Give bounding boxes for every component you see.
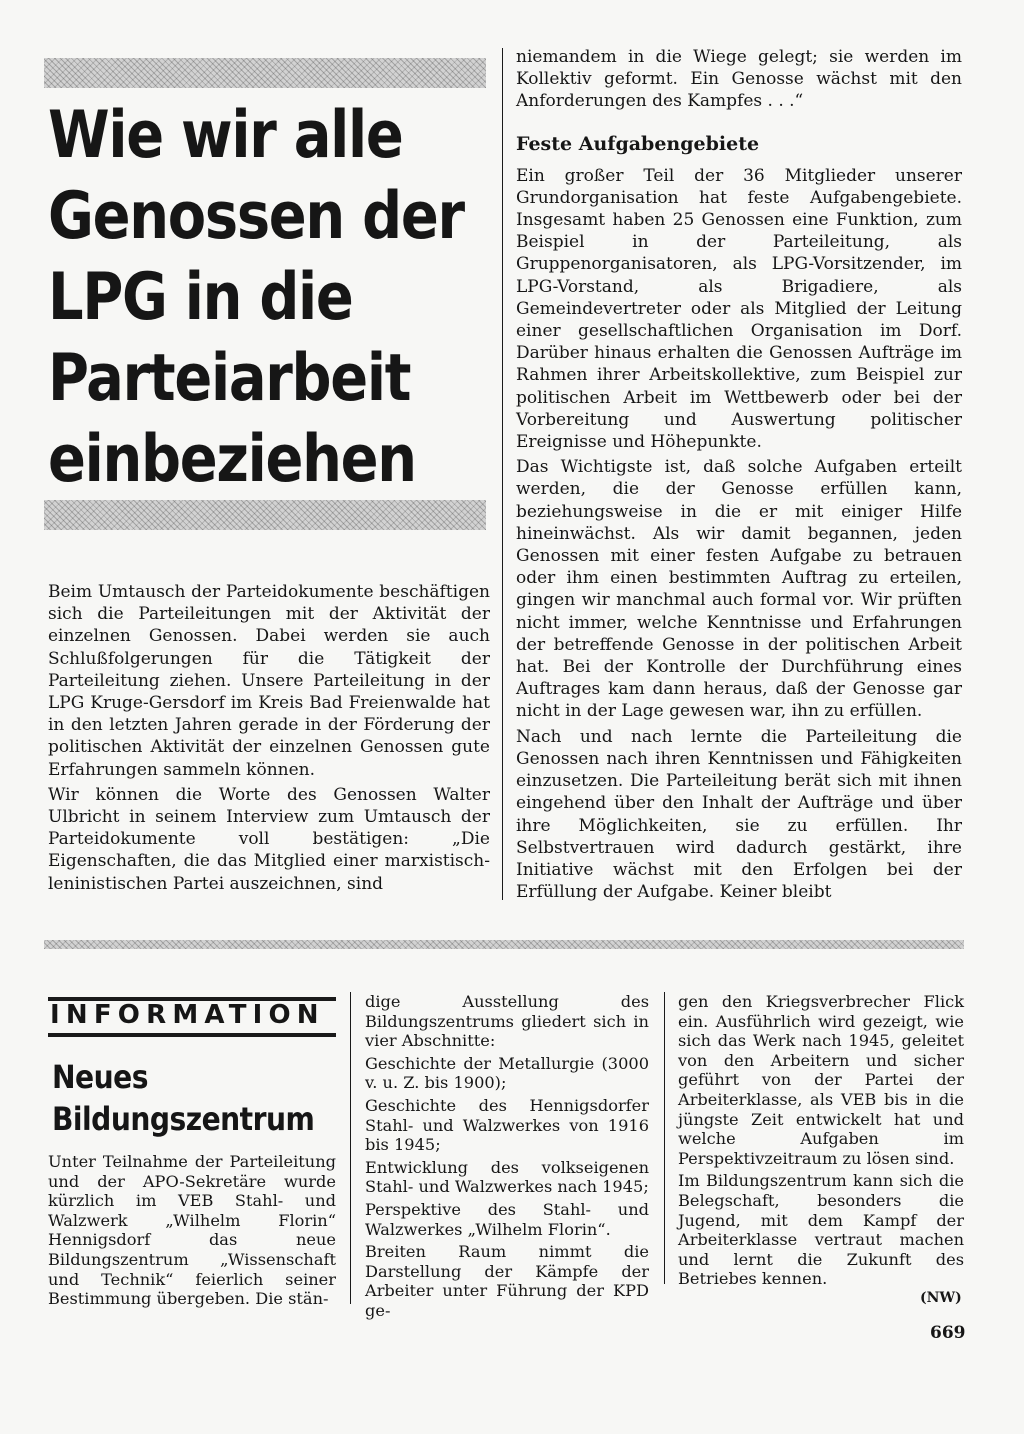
source-credit: (NW): [920, 1290, 962, 1306]
info-title: [52, 1056, 352, 1140]
article-paragraph: niemandem in die Wiege gelegt; sie werden im Kollektiv geformt. Ein Genosse wächst mit den Anforderungen des Kampfes . . .“: [516, 47, 962, 112]
headline-line-3: LPG in die: [48, 260, 353, 335]
headline-line-5: einbeziehen: [48, 422, 416, 497]
info-column-1: [48, 1152, 336, 1312]
headline-line-2: Genossen der: [48, 179, 464, 254]
section-separator: [44, 940, 964, 949]
article-paragraph: Wir können die Worte des Genossen Walter Ulbricht in seinem Interview zum Umtausch der Parteidokumente voll bestätigen: „Die Eigenschaften, die das Mitglied einer marxistisch-leninistischen Partei auszeichnen, sind: [48, 784, 490, 894]
article-paragraph: Beim Umtausch der Parteidokumente beschäftigen sich die Parteileitungen mit der Aktivität der einzelnen Genossen. Dabei werden sie auch Schlußfolgerungen für die Tätigkeit der Parteileitung ziehen. Unsere Parteileitung in der LPG Kruge-Gersdorf im Kreis Bad Freienwalde hat in den letzten Jahren gerade in der Förderung der politischen Aktivität der einzelnen Genossen gute Erfahrungen sammeln können.: [48, 582, 490, 780]
info-paragraph: Unter Teilnahme der Parteileitung und der APO-Sekretäre wurde kürzlich im VEB Stahl- und Walzwerk „Wilhelm Florin“ Hennigsdorf das neue Bildungszentrum „Wissenschaft und Technik“ feierlich seiner Bestimmung übergeben. Die stän-: [48, 1152, 336, 1309]
info-paragraph: Geschichte der Metallurgie (3000 v. u. Z. bis 1900);: [365, 1053, 649, 1093]
column-divider: [502, 48, 503, 900]
info-column-2: [365, 992, 649, 1324]
headline-line-4: Parteiarbeit: [48, 341, 411, 416]
info-title-line-2: Bildungszentrum: [52, 1100, 315, 1138]
info-paragraph: gen den Kriegsverbrecher Flick ein. Ausführlich wird gezeigt, wie sich das Werk nach 1945, geleitet von den Arbeitern und sicher geführt von der Partei der Arbeiterklasse, als VEB bis in die jüngste Zeit entwickelt hat und welche Aufgaben im Perspektivzeitraum zu lösen sind.: [678, 992, 964, 1168]
info-paragraph: Geschichte des Hennigsdorfer Stahl- und Walzwerkes von 1916 bis 1945;: [365, 1095, 649, 1155]
info-title-line-1: Neues: [52, 1058, 148, 1096]
article-paragraph: Das Wichtigste ist, daß solche Aufgaben erteilt werden, die der Genosse erfüllen kann, beziehungsweise in die er mit einiger Hilfe hineinwächst. Als wir damit begannen, jeden Genossen mit einer festen Aufgabe zu betrauen oder ihm einen bestimmten Auftrag zu erteilen, gingen wir manchmal auch formal vor. Wir prüften nicht immer, welche Kenntnisse und Erfahrungen der betreffende Genosse in der politischen Arbeit hat. Bei der Kontrolle der Durchführung eines Auftrages kam dann heraus, daß der Genosse gar nicht in der Lage gewesen war, ihn zu erfüllen.: [516, 457, 962, 722]
info-divider-2: [664, 992, 665, 1284]
info-divider-1: [350, 992, 351, 1304]
article-left-column: [48, 581, 490, 898]
info-paragraph: Breiten Raum nimmt die Darstellung der Kämpfe der Arbeiter unter Führung der KPD ge-: [365, 1242, 649, 1320]
info-paragraph: dige Ausstellung des Bildungszentrums gliedert sich in vier Abschnitte:: [365, 992, 649, 1051]
headline-line-1: Wie wir alle: [48, 98, 403, 173]
info-rule-bottom: [48, 1033, 336, 1037]
page-number: 669: [930, 1323, 966, 1343]
info-paragraph: Im Bildungszentrum kann sich die Belegschaft, besonders die Jugend, mit dem Kampf der Arbeiterklasse vertraut machen und lernt die Zukunft des Betriebes kennen.: [678, 1171, 964, 1289]
headline-bottom-band: [44, 500, 486, 530]
info-paragraph: Perspektive des Stahl- und Walzwerkes „Wilhelm Florin“.: [365, 1199, 649, 1239]
article-paragraph: Nach und nach lernte die Parteileitung die Genossen nach ihren Kenntnissen und Fähigkeiten einzusetzen. Die Parteileitung berät sich mit ihnen eingehend über den Inhalt der Aufträge und über ihre Möglichkeiten, sie zu erfüllen. Ihr Selbstvertrauen wird dadurch gestärkt, ihre Initiative wächst mit den Erfolgen bei der Erfüllung der Aufgabe. Keiner bleibt: [516, 726, 962, 903]
section-subhead: Feste Aufgabengebiete: [516, 132, 760, 155]
info-column-3: [678, 992, 964, 1292]
article-paragraph: Ein großer Teil der 36 Mitglieder unserer Grundorganisation hat feste Aufgabengebiete. Insgesamt haben 25 Genossen eine Funktion, zum Beispiel in der Parteileitung, als Gruppenorganisatoren, als LPG-Vorsitzender, im LPG-Vorstand, als Brigadiere, als Gemeindevertreter oder als Mitglied der Leitung einer gesellschaftlichen Organisation im Dorf. Darüber hinaus erhalten die Genossen Aufträge im Rahmen ihrer Arbeitskollektive, zum Beispiel zur politischen Arbeit im Wettbewerb oder bei der Vorbereitung und Auswertung politischer Ereignisse und Höhepunkte.: [516, 165, 962, 453]
info-paragraph: Entwicklung des volkseigenen Stahl- und Walzwerkes nach 1945;: [365, 1157, 649, 1197]
headline: [48, 95, 508, 500]
info-label: INFORMATION: [50, 1000, 325, 1030]
headline-top-band: [44, 58, 486, 88]
article-right-column: [516, 46, 962, 906]
